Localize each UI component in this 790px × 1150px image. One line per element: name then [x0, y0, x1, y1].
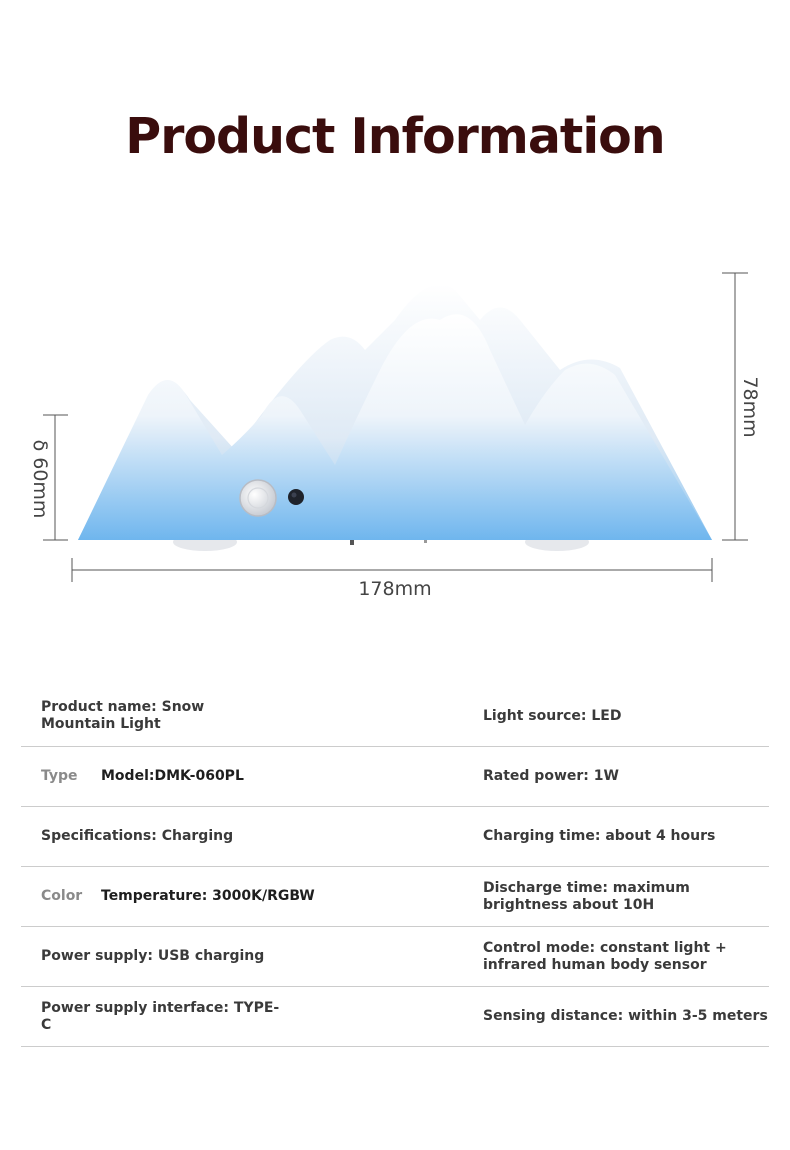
- spec-discharge-time: Discharge time: maximum brightness about 10H: [483, 879, 690, 913]
- spec-control-mode: Control mode: constant light + infrared human body sensor: [483, 939, 727, 973]
- spec-row: [21, 807, 769, 867]
- spec-model: Model:DMK-060PL: [101, 768, 244, 784]
- depth-dimension-label: δ 60mm: [29, 439, 51, 519]
- spec-row: [21, 867, 769, 927]
- spec-sensing-distance: Sensing distance: within 3-5 meters: [483, 1008, 768, 1024]
- spec-temperature: Temperature: 3000K/RGBW: [101, 888, 315, 904]
- motion-sensor-icon: [240, 480, 276, 516]
- page-title: Product Information: [125, 108, 665, 165]
- snow-mountain-light-illustration: [0, 250, 790, 630]
- product-figure: [0, 250, 790, 630]
- spec-specifications: Specifications: Charging: [41, 828, 234, 844]
- spec-power-supply: Power supply: USB charging: [41, 948, 265, 964]
- mountain-front: [78, 314, 712, 540]
- spec-table: [21, 686, 769, 1047]
- light-sensor-icon: [288, 489, 304, 505]
- spec-color-key: Color: [41, 888, 83, 904]
- spec-product-name: Product name: Snow Mountain Light: [41, 699, 205, 732]
- spec-row: [21, 987, 769, 1047]
- spec-type-key: Type: [41, 768, 78, 784]
- spec-light-source: Light source: LED: [483, 707, 622, 724]
- spec-charging-time: Charging time: about 4 hours: [483, 828, 716, 844]
- height-dimension-label: 78mm: [739, 376, 761, 438]
- width-dimension-label: 178mm: [358, 578, 432, 600]
- spec-row: [21, 686, 769, 747]
- spec-row: [21, 927, 769, 987]
- spec-power-interface: Power supply interface: TYPE-C: [41, 999, 280, 1033]
- spec-row: [21, 747, 769, 807]
- spec-rated-power: Rated power: 1W: [483, 768, 619, 784]
